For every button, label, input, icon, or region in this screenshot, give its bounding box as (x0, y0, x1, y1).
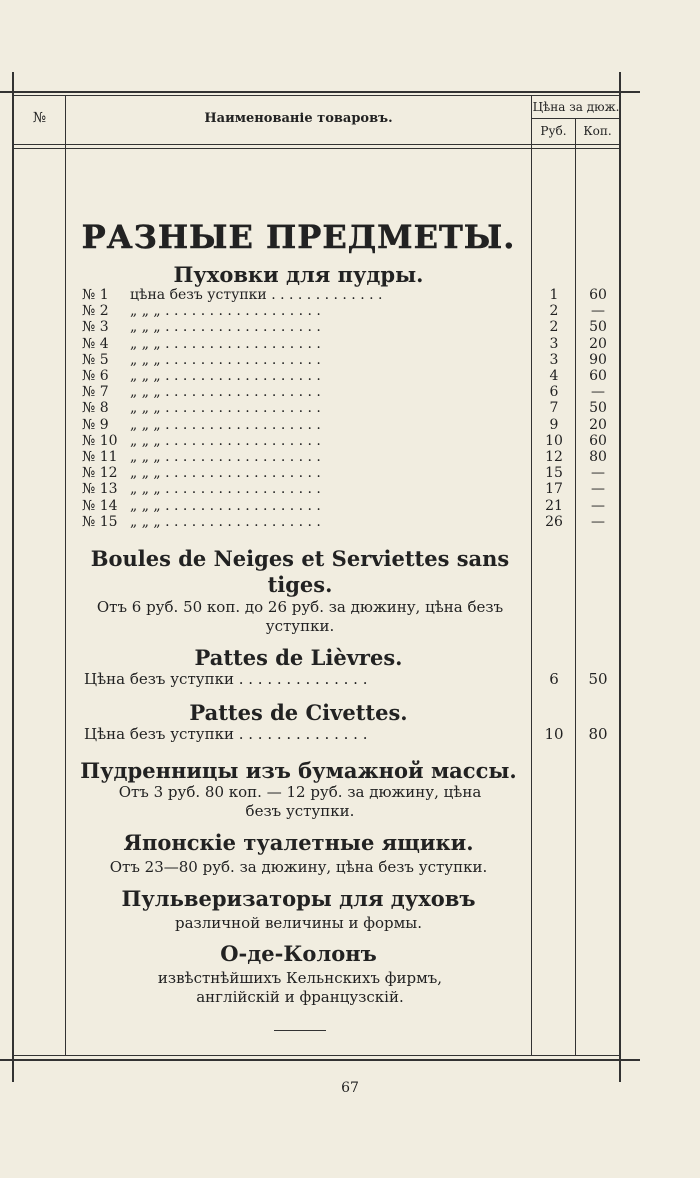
puff-row-label: „ „ „ . . . . . . . . . . . . . . . . . . (130, 497, 321, 514)
puff-row-number: № 13 (82, 481, 118, 498)
pulverizer-title: Пульверизаторы для духовъ (121, 886, 476, 911)
puff-row-label: „ „ „ . . . . . . . . . . . . . . . . . . (130, 303, 321, 320)
header-name: Наименованіе товаровъ. (204, 111, 393, 126)
lievres-price-row (0, 670, 700, 690)
puff-row (0, 514, 700, 532)
puff-row-label: „ „ „ . . . . . . . . . . . . . . . . . . (130, 481, 321, 498)
civettes-price-row (0, 725, 700, 745)
civettes-rub: 10 (544, 725, 564, 743)
puff-row-number: № 14 (82, 497, 118, 514)
puff-row-kop: — (591, 481, 605, 498)
puff-row-number: № 8 (82, 400, 109, 417)
pudrennitsy-title: Пудренницы изъ бумажной массы. (80, 758, 517, 783)
puff-row-number: № 1 (82, 287, 109, 303)
puff-row-kop: 90 (589, 351, 607, 368)
puff-row-number: № 7 (82, 384, 109, 401)
lievres-label: Цѣна безъ уступки . . . . . . . . . . . . . . (84, 670, 368, 688)
japan-description: Отъ 23—80 руб. за дюжину, цѣна безъ уступки. (109, 858, 488, 876)
header-bottom-rule (12, 144, 620, 145)
puff-row-kop: 60 (589, 287, 607, 303)
puff-row-kop: 20 (589, 335, 607, 352)
puff-row-kop: 20 (589, 416, 607, 433)
right-border (619, 72, 621, 1082)
puff-row-label: „ „ „ . . . . . . . . . . . . . . . . . . (130, 368, 321, 384)
puff-row-rub: 21 (545, 497, 563, 514)
boules-description: Отъ 6 руб. 50 коп. до 26 руб. за дюжину, цѣна безъ уступки. (96, 598, 504, 635)
closing-ornament-rule (274, 1030, 326, 1031)
puff-row-rub: 2 (549, 303, 559, 320)
puff-row-label: „ „ „ . . . . . . . . . . . . . . . . . . (130, 432, 321, 449)
puff-row-label: „ „ „ . . . . . . . . . . . . . . . . . . (130, 400, 321, 417)
puff-row-number: № 9 (82, 416, 109, 433)
puff-row-label: „ „ „ . . . . . . . . . . . . . . . . . . (130, 384, 321, 401)
header-price: Цѣна за дюж. (532, 100, 620, 114)
pulverizer-description: различной величины и формы. (175, 914, 422, 932)
top-double-rule-outer (0, 91, 640, 93)
japan-title: Японскіе туалетные ящики. (123, 830, 474, 855)
puff-row-label: „ „ „ . . . . . . . . . . . . . . . . . . (130, 351, 321, 368)
civettes-title: Pattes de Civettes. (189, 700, 408, 725)
header-num: № (32, 110, 47, 126)
puff-row-rub: 2 (549, 319, 559, 336)
header-bottom-rule-2 (12, 148, 620, 149)
page-number: 67 (341, 1080, 359, 1096)
puff-row-kop: 60 (589, 368, 607, 384)
puff-row-label: „ „ „ . . . . . . . . . . . . . . . . . . (130, 319, 321, 336)
puff-row-rub: 3 (549, 351, 559, 368)
puff-row-kop: 60 (589, 432, 607, 449)
bottom-double-rule-inner (12, 1055, 620, 1056)
puff-row-kop: 50 (589, 319, 607, 336)
puff-row-label: „ „ „ . . . . . . . . . . . . . . . . . . (130, 416, 321, 433)
lievres-title: Pattes de Lièvres. (194, 645, 403, 670)
puff-row-label: „ „ „ . . . . . . . . . . . . . . . . . . (130, 449, 321, 465)
puff-row-rub: 7 (549, 400, 559, 417)
puff-row-rub: 17 (545, 481, 563, 498)
lievres-kop: 50 (588, 670, 608, 688)
cologne-title: О-де-Колонъ (220, 941, 377, 966)
puff-row-rub: 10 (545, 432, 563, 449)
puff-row-kop: — (591, 384, 605, 401)
puff-row-number: № 5 (82, 351, 109, 368)
puff-row-rub: 15 (545, 465, 563, 482)
header-rub: Руб. (540, 124, 567, 138)
main-title: РАЗНЫЕ ПРЕДМЕТЫ. (81, 218, 516, 256)
top-double-rule-inner (12, 95, 620, 96)
puff-row-kop: — (591, 497, 605, 514)
puff-row-label: „ „ „ . . . . . . . . . . . . . . . . . . (130, 465, 321, 482)
puff-row-kop: — (591, 303, 605, 320)
boules-title: Boules de Neiges et Serviettes sans tiges. (90, 546, 510, 597)
puff-row-rub: 1 (549, 287, 559, 303)
puff-row-kop: — (591, 513, 605, 530)
puff-row-kop: 80 (589, 449, 607, 465)
civettes-kop: 80 (588, 725, 608, 743)
puff-row-kop: 50 (589, 400, 607, 417)
puff-row-number: № 4 (82, 335, 109, 352)
lievres-rub: 6 (549, 670, 559, 688)
pudrennitsy-description: Отъ 3 руб. 80 коп. — 12 руб. за дюжину, цѣна безъ уступки. (118, 783, 482, 820)
puff-row-number: № 6 (82, 368, 109, 384)
puff-row-label: „ „ „ . . . . . . . . . . . . . . . . . . (130, 513, 321, 530)
puff-row-rub: 6 (549, 384, 559, 401)
puff-row-number: № 10 (82, 432, 118, 449)
bottom-double-rule-outer (0, 1059, 640, 1061)
puff-section-title: Пуховки для пудры. (173, 262, 424, 287)
puff-row-number: № 11 (82, 449, 118, 465)
puff-row-rub: 12 (545, 449, 563, 465)
cologne-description: извѣстнѣйшихъ Кельнскихъ фирмъ, англійскій и французскій. (157, 969, 443, 1006)
puff-row-label: „ „ „ . . . . . . . . . . . . . . . . . . (130, 335, 321, 352)
puff-row-kop: — (591, 465, 605, 482)
header-kop: Коп. (583, 124, 612, 138)
rub-kop-divider (575, 118, 576, 1055)
puff-row-label: цѣна безъ уступки . . . . . . . . . . . . . (130, 287, 383, 303)
civettes-label: Цѣна безъ уступки . . . . . . . . . . . . . . (84, 725, 368, 743)
puff-row-number: № 2 (82, 303, 109, 320)
puff-row-rub: 26 (545, 513, 563, 530)
puff-row-rub: 4 (549, 368, 559, 384)
puff-row-number: № 3 (82, 319, 109, 336)
name-col-divider (531, 95, 532, 1055)
puff-row-number: № 12 (82, 465, 118, 482)
left-border (12, 72, 14, 1082)
puff-row-number: № 15 (82, 513, 118, 530)
puff-row-rub: 3 (549, 335, 559, 352)
puff-row-rub: 9 (549, 416, 559, 433)
